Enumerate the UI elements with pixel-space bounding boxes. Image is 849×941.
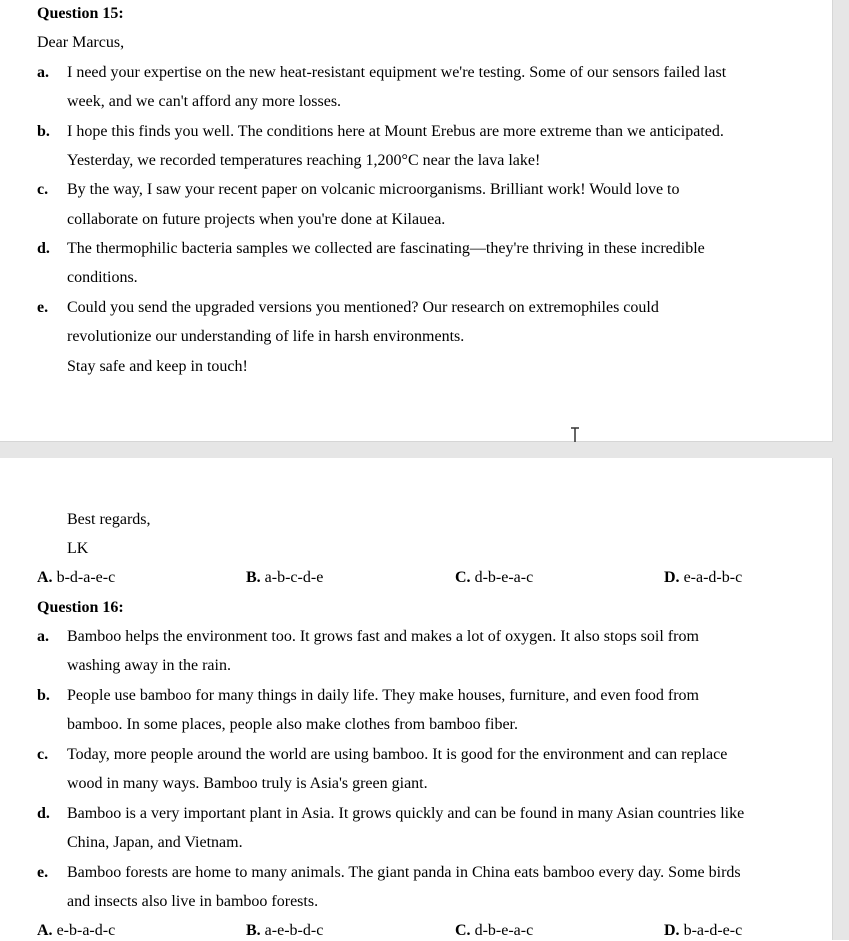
q15-item-c-line2: collaborate on future projects when you're done at Kilauea.: [67, 211, 446, 228]
q15-item-b-line2: Yesterday, we recorded temperatures reaching 1,200°C near the lava lake!: [67, 152, 541, 169]
question-15-title: Question 15:: [37, 5, 124, 22]
q16-item-d-line1: Bamboo is a very important plant in Asia. It grows quickly and can be found in many Asian countries like: [67, 805, 745, 822]
q16-item-b-letter: b.: [37, 687, 50, 704]
q16-item-b-line2: bamboo. In some places, people also make clothes from bamboo fiber.: [67, 716, 518, 733]
q16-item-e-line2: and insects also live in bamboo forests.: [67, 893, 319, 910]
document-page-1: [0, 0, 833, 442]
q16-item-c-line1: Today, more people around the world are using bamboo. It is good for the environment and can replace: [67, 746, 728, 763]
q16-item-e-letter: e.: [37, 864, 49, 881]
q16-item-b-line1: People use bamboo for many things in daily life. They make houses, furniture, and even food from: [67, 687, 699, 704]
q15-item-d-letter: d.: [37, 240, 50, 257]
q15-item-e-line1: Could you send the upgraded versions you mentioned? Our research on extremophiles could: [67, 299, 659, 316]
q15-option-b[interactable]: B. a-b-c-d-e: [246, 569, 324, 586]
q15-item-d-line2: conditions.: [67, 269, 138, 286]
letter-closing-line: Stay safe and keep in touch!: [67, 358, 248, 375]
q15-item-b-line1: I hope this finds you well. The conditions here at Mount Erebus are more extreme than we anticipated.: [67, 123, 724, 140]
q16-item-a-line2: washing away in the rain.: [67, 657, 231, 674]
question-16-title: Question 16:: [37, 599, 124, 616]
q15-item-e-line2: revolutionize our understanding of life in harsh environments.: [67, 328, 465, 345]
document-page-2: [0, 458, 833, 940]
q16-option-d[interactable]: D. b-a-d-e-c: [664, 922, 743, 939]
q16-option-b[interactable]: B. a-e-b-d-c: [246, 922, 324, 939]
q16-option-a[interactable]: A. e-b-a-d-c: [37, 922, 116, 939]
q15-item-a-line1: I need your expertise on the new heat-resistant equipment we're testing. Some of our sensors failed last: [67, 64, 727, 81]
q16-item-e-line1: Bamboo forests are home to many animals. The giant panda in China eats bamboo every day. Some birds: [67, 864, 741, 881]
q15-item-b-letter: b.: [37, 123, 50, 140]
q16-item-d-letter: d.: [37, 805, 50, 822]
letter-greeting: Dear Marcus,: [37, 34, 125, 51]
q15-item-a-line2: week, and we can't afford any more losses.: [67, 93, 342, 110]
q15-option-c[interactable]: C. d-b-e-a-c: [455, 569, 534, 586]
letter-signature: LK: [67, 540, 89, 557]
q16-item-a-line1: Bamboo helps the environment too. It grows fast and makes a lot of oxygen. It also stops soil from: [67, 628, 699, 645]
q16-item-d-line2: China, Japan, and Vietnam.: [67, 834, 243, 851]
q16-option-c[interactable]: C. d-b-e-a-c: [455, 922, 534, 939]
q15-item-a-letter: a.: [37, 64, 49, 81]
q15-option-d[interactable]: D. e-a-d-b-c: [664, 569, 743, 586]
q16-item-c-line2: wood in many ways. Bamboo truly is Asia's green giant.: [67, 775, 428, 792]
q16-item-a-letter: a.: [37, 628, 49, 645]
q15-item-c-line1: By the way, I saw your recent paper on volcanic microorganisms. Brilliant work! Would love to: [67, 181, 680, 198]
page-break-gap: [0, 442, 849, 458]
q16-item-c-letter: c.: [37, 746, 49, 763]
q15-item-d-line1: The thermophilic bacteria samples we collected are fascinating—they're thriving in these incredible: [67, 240, 705, 257]
q15-item-c-letter: c.: [37, 181, 49, 198]
q15-option-a[interactable]: A. b-d-a-e-c: [37, 569, 116, 586]
q15-item-e-letter: e.: [37, 299, 49, 316]
letter-sign-off: Best regards,: [67, 511, 151, 528]
workspace-background-right: [832, 0, 849, 940]
